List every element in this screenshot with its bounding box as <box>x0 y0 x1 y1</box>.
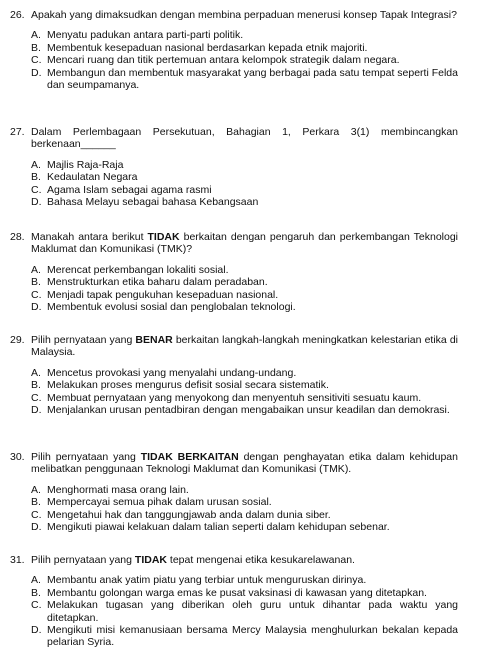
option-text: Menjalankan urusan pentadbiran dengan mengabaikan unsur keadilan dan demokrasi. <box>47 404 450 417</box>
option-letter: A. <box>31 29 41 42</box>
option-d <box>31 521 458 533</box>
option-text: Mengikuti misi kemanusiaan bersama Mercy Malaysia menghulurkan bekalan kepada pelarian Syria. <box>47 624 458 649</box>
option-a <box>31 159 458 171</box>
question-text: Manakah antara berikut TIDAK berkaitan dengan pengaruh dan perkembangan Teknologi Maklumat dan Komunikasi (TMK)? <box>31 231 459 256</box>
emphasis-text: TIDAK <box>147 231 180 243</box>
option-letter: A. <box>31 483 41 496</box>
option-text: Bahasa Melayu sebagai bahasa Kebangsaan <box>47 196 259 209</box>
option-c <box>31 599 458 624</box>
option-text: Mengikuti piawai kelakuan dalam talian seperti dalam kehidupan sebenar. <box>47 521 390 534</box>
option-letter: D. <box>31 404 42 417</box>
question-30 <box>10 451 458 533</box>
options-list <box>10 264 458 314</box>
option-a <box>31 29 458 41</box>
option-b <box>31 276 458 288</box>
option-d <box>31 624 458 649</box>
option-d <box>31 67 458 92</box>
question-text: Pilih pernyataan yang TIDAK tepat mengenai etika kesukarelawanan. <box>31 554 355 566</box>
option-c <box>31 184 458 196</box>
option-letter: C. <box>31 54 42 67</box>
option-text: Menghormati masa orang lain. <box>47 483 189 496</box>
emphasis-text: TIDAK <box>134 554 167 566</box>
option-text: Membangun dan membentuk masyarakat yang berbagai pada satu tempat seperti Felda dan seumpamanya. <box>47 66 458 92</box>
question-number: 27. <box>10 126 25 138</box>
option-text: Merencat perkembangan lokaliti sosial. <box>47 263 229 276</box>
option-c <box>31 509 458 521</box>
option-text: Mencari ruang dan titik pertemuan antara kelompok strategik dalam negara. <box>47 54 400 67</box>
option-text: Menstrukturkan etika baharu dalam peradaban. <box>47 276 268 289</box>
option-letter: A. <box>31 158 41 171</box>
option-b <box>31 379 458 391</box>
option-text: Majlis Raja-Raja <box>47 158 124 171</box>
options-list <box>10 574 458 648</box>
question-number: 28. <box>10 231 25 243</box>
option-letter: D. <box>31 301 42 314</box>
options-list <box>10 367 458 417</box>
option-a <box>31 367 458 379</box>
option-text: Membantu golongan warga emas ke pusat vaksinasi di kawasan yang ditetapkan. <box>47 586 427 599</box>
option-b <box>31 42 458 54</box>
option-text: Menyatu padukan antara parti-parti politik. <box>47 29 244 42</box>
option-text: Membentuk kesepaduan nasional berdasarkan kepada etnik majoriti. <box>47 41 368 54</box>
options-list <box>10 159 458 209</box>
option-text: Melakukan proses mengurus defisit sosial secara sistematik. <box>47 379 329 392</box>
option-b <box>31 171 458 183</box>
option-d <box>31 196 458 208</box>
option-b <box>31 587 458 599</box>
option-text: Agama Islam sebagai agama rasmi <box>47 183 212 196</box>
option-text: Melakukan tugasan yang diberikan oleh guru untuk dihantar pada waktu yang ditetapkan. <box>47 599 458 624</box>
question-text: Dalam Perlembagaan Persekutuan, Bahagian 1, Perkara 3(1) membincangkan berkenaan______ <box>31 126 458 151</box>
option-letter: B. <box>31 586 41 599</box>
option-letter: B. <box>31 496 41 509</box>
options-list <box>10 29 458 91</box>
option-letter: C. <box>31 183 42 196</box>
emphasis-text: TIDAK BERKAITAN <box>140 451 239 463</box>
option-letter: D. <box>31 521 42 534</box>
option-letter: B. <box>31 276 41 289</box>
question-26 <box>10 9 458 91</box>
option-text: Membantu anak yatim piatu yang terbiar untuk menguruskan dirinya. <box>47 574 367 587</box>
option-letter: B. <box>31 41 41 54</box>
option-text: Kedaulatan Negara <box>47 171 138 184</box>
option-text: Mempercayai semua pihak dalam urusan sosial. <box>47 496 272 509</box>
option-letter: D. <box>31 624 42 637</box>
option-c <box>31 289 458 301</box>
option-b <box>31 496 458 508</box>
option-letter: A. <box>31 263 41 276</box>
emphasis-text: BENAR <box>135 334 173 346</box>
option-d <box>31 301 458 313</box>
question-28 <box>10 231 458 313</box>
option-d <box>31 404 458 416</box>
option-letter: C. <box>31 599 42 612</box>
question-number: 26. <box>10 9 25 21</box>
options-list <box>10 484 458 534</box>
option-text: Mencetus provokasi yang menyalahi undang-undang. <box>47 366 297 379</box>
option-a <box>31 484 458 496</box>
question-text: Pilih pernyataan yang TIDAK BERKAITAN dengan penghayatan etika dalam kehidupan melibatkan penggunaan Teknologi Maklumat dan Komunikasi (TMK). <box>31 451 458 476</box>
question-number: 30. <box>10 451 25 463</box>
question-number: 29. <box>10 334 25 346</box>
option-letter: C. <box>31 288 42 301</box>
question-31 <box>10 554 458 649</box>
option-c <box>31 54 458 66</box>
option-a <box>31 264 458 276</box>
option-letter: A. <box>31 366 41 379</box>
option-text: Mengetahui hak dan tanggungjawab anda dalam dunia siber. <box>47 508 331 521</box>
option-text: Menjadi tapak pengukuhan kesepaduan nasional. <box>47 288 279 301</box>
option-letter: B. <box>31 171 41 184</box>
option-letter: D. <box>31 196 42 209</box>
question-number: 31. <box>10 554 25 566</box>
option-letter: C. <box>31 391 42 404</box>
option-letter: A. <box>31 574 41 587</box>
option-c <box>31 392 458 404</box>
option-letter: D. <box>31 66 42 79</box>
question-text: Apakah yang dimaksudkan dengan membina perpaduan menerusi konsep Tapak Integrasi? <box>31 9 457 21</box>
option-letter: B. <box>31 379 41 392</box>
question-text: Pilih pernyataan yang BENAR berkaitan langkah-langkah meningkatkan kelestarian etika di Malaysia. <box>31 334 458 359</box>
question-29 <box>10 334 458 416</box>
option-a <box>31 574 458 586</box>
option-text: Membentuk evolusi sosial dan penglobalan teknologi. <box>47 301 296 314</box>
option-letter: C. <box>31 508 42 521</box>
question-27 <box>10 126 458 208</box>
option-text: Membuat pernyataan yang menyokong dan menyentuh sensitiviti sesuatu kaum. <box>47 391 422 404</box>
